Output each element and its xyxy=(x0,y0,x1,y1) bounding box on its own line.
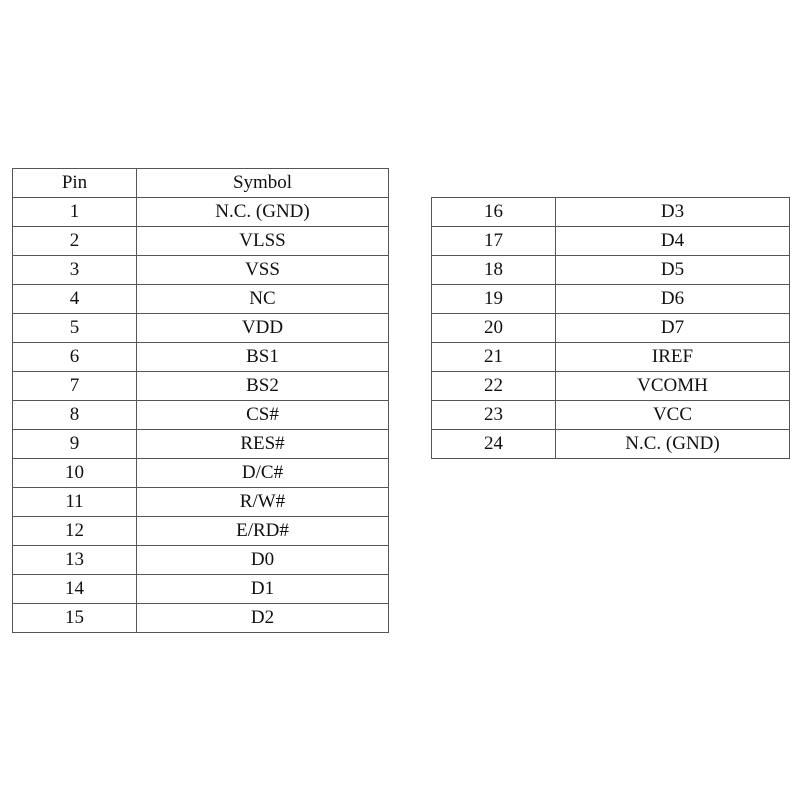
pin-number: 11 xyxy=(13,488,137,517)
table-row xyxy=(13,604,389,633)
pin-number: 8 xyxy=(13,401,137,430)
pin-symbol: D1 xyxy=(137,575,389,604)
pin-number: 9 xyxy=(13,430,137,459)
table-row xyxy=(13,227,389,256)
table-row xyxy=(13,198,389,227)
pin-symbol: D7 xyxy=(556,314,790,343)
pin-number: 22 xyxy=(432,372,556,401)
table-row xyxy=(13,488,389,517)
pin-number: 16 xyxy=(432,198,556,227)
table-row xyxy=(432,198,790,227)
pin-symbol: D6 xyxy=(556,285,790,314)
pin-symbol: E/RD# xyxy=(137,517,389,546)
pin-number: 2 xyxy=(13,227,137,256)
pin-number: 17 xyxy=(432,227,556,256)
table-row xyxy=(432,430,790,459)
pin-symbol: N.C. (GND) xyxy=(556,430,790,459)
pin-symbol: D/C# xyxy=(137,459,389,488)
pin-number: 14 xyxy=(13,575,137,604)
pin-symbol: RES# xyxy=(137,430,389,459)
pin-header: Pin xyxy=(13,169,137,198)
table-row xyxy=(13,256,389,285)
pin-symbol: VSS xyxy=(137,256,389,285)
pin-number: 12 xyxy=(13,517,137,546)
pin-symbol: D2 xyxy=(137,604,389,633)
pin-number: 3 xyxy=(13,256,137,285)
pin-symbol: D5 xyxy=(556,256,790,285)
pin-symbol: NC xyxy=(137,285,389,314)
table-row xyxy=(13,459,389,488)
pin-table-right xyxy=(431,197,790,459)
pin-number: 24 xyxy=(432,430,556,459)
pin-number: 5 xyxy=(13,314,137,343)
table-row xyxy=(13,401,389,430)
pin-symbol: CS# xyxy=(137,401,389,430)
symbol-header: Symbol xyxy=(137,169,389,198)
pin-symbol: BS2 xyxy=(137,372,389,401)
pin-symbol: VCOMH xyxy=(556,372,790,401)
pin-symbol: VLSS xyxy=(137,227,389,256)
pin-number: 15 xyxy=(13,604,137,633)
pin-symbol: BS1 xyxy=(137,343,389,372)
table-row xyxy=(13,575,389,604)
header-row xyxy=(13,169,389,198)
pin-symbol: R/W# xyxy=(137,488,389,517)
table-row xyxy=(13,285,389,314)
table-row xyxy=(432,227,790,256)
pin-table-left xyxy=(12,168,389,633)
table-row xyxy=(13,372,389,401)
pin-number: 23 xyxy=(432,401,556,430)
table-row xyxy=(13,546,389,575)
table-row xyxy=(432,343,790,372)
pin-symbol: D3 xyxy=(556,198,790,227)
pin-number: 7 xyxy=(13,372,137,401)
table-row xyxy=(432,401,790,430)
pin-number: 6 xyxy=(13,343,137,372)
pin-table-left-body xyxy=(13,169,389,633)
table-row xyxy=(432,285,790,314)
pin-number: 20 xyxy=(432,314,556,343)
table-row xyxy=(432,372,790,401)
pin-symbol: IREF xyxy=(556,343,790,372)
pin-number: 13 xyxy=(13,546,137,575)
table-row xyxy=(13,343,389,372)
pin-symbol: D4 xyxy=(556,227,790,256)
pin-number: 10 xyxy=(13,459,137,488)
pin-symbol: D0 xyxy=(137,546,389,575)
table-row xyxy=(13,430,389,459)
pin-number: 4 xyxy=(13,285,137,314)
pin-number: 21 xyxy=(432,343,556,372)
pin-number: 18 xyxy=(432,256,556,285)
pin-symbol: VDD xyxy=(137,314,389,343)
table-row xyxy=(13,517,389,546)
pin-number: 19 xyxy=(432,285,556,314)
table-row xyxy=(432,314,790,343)
pin-symbol: VCC xyxy=(556,401,790,430)
pin-table-right-body xyxy=(432,198,790,459)
table-row xyxy=(432,256,790,285)
table-row xyxy=(13,314,389,343)
pin-symbol: N.C. (GND) xyxy=(137,198,389,227)
pin-number: 1 xyxy=(13,198,137,227)
